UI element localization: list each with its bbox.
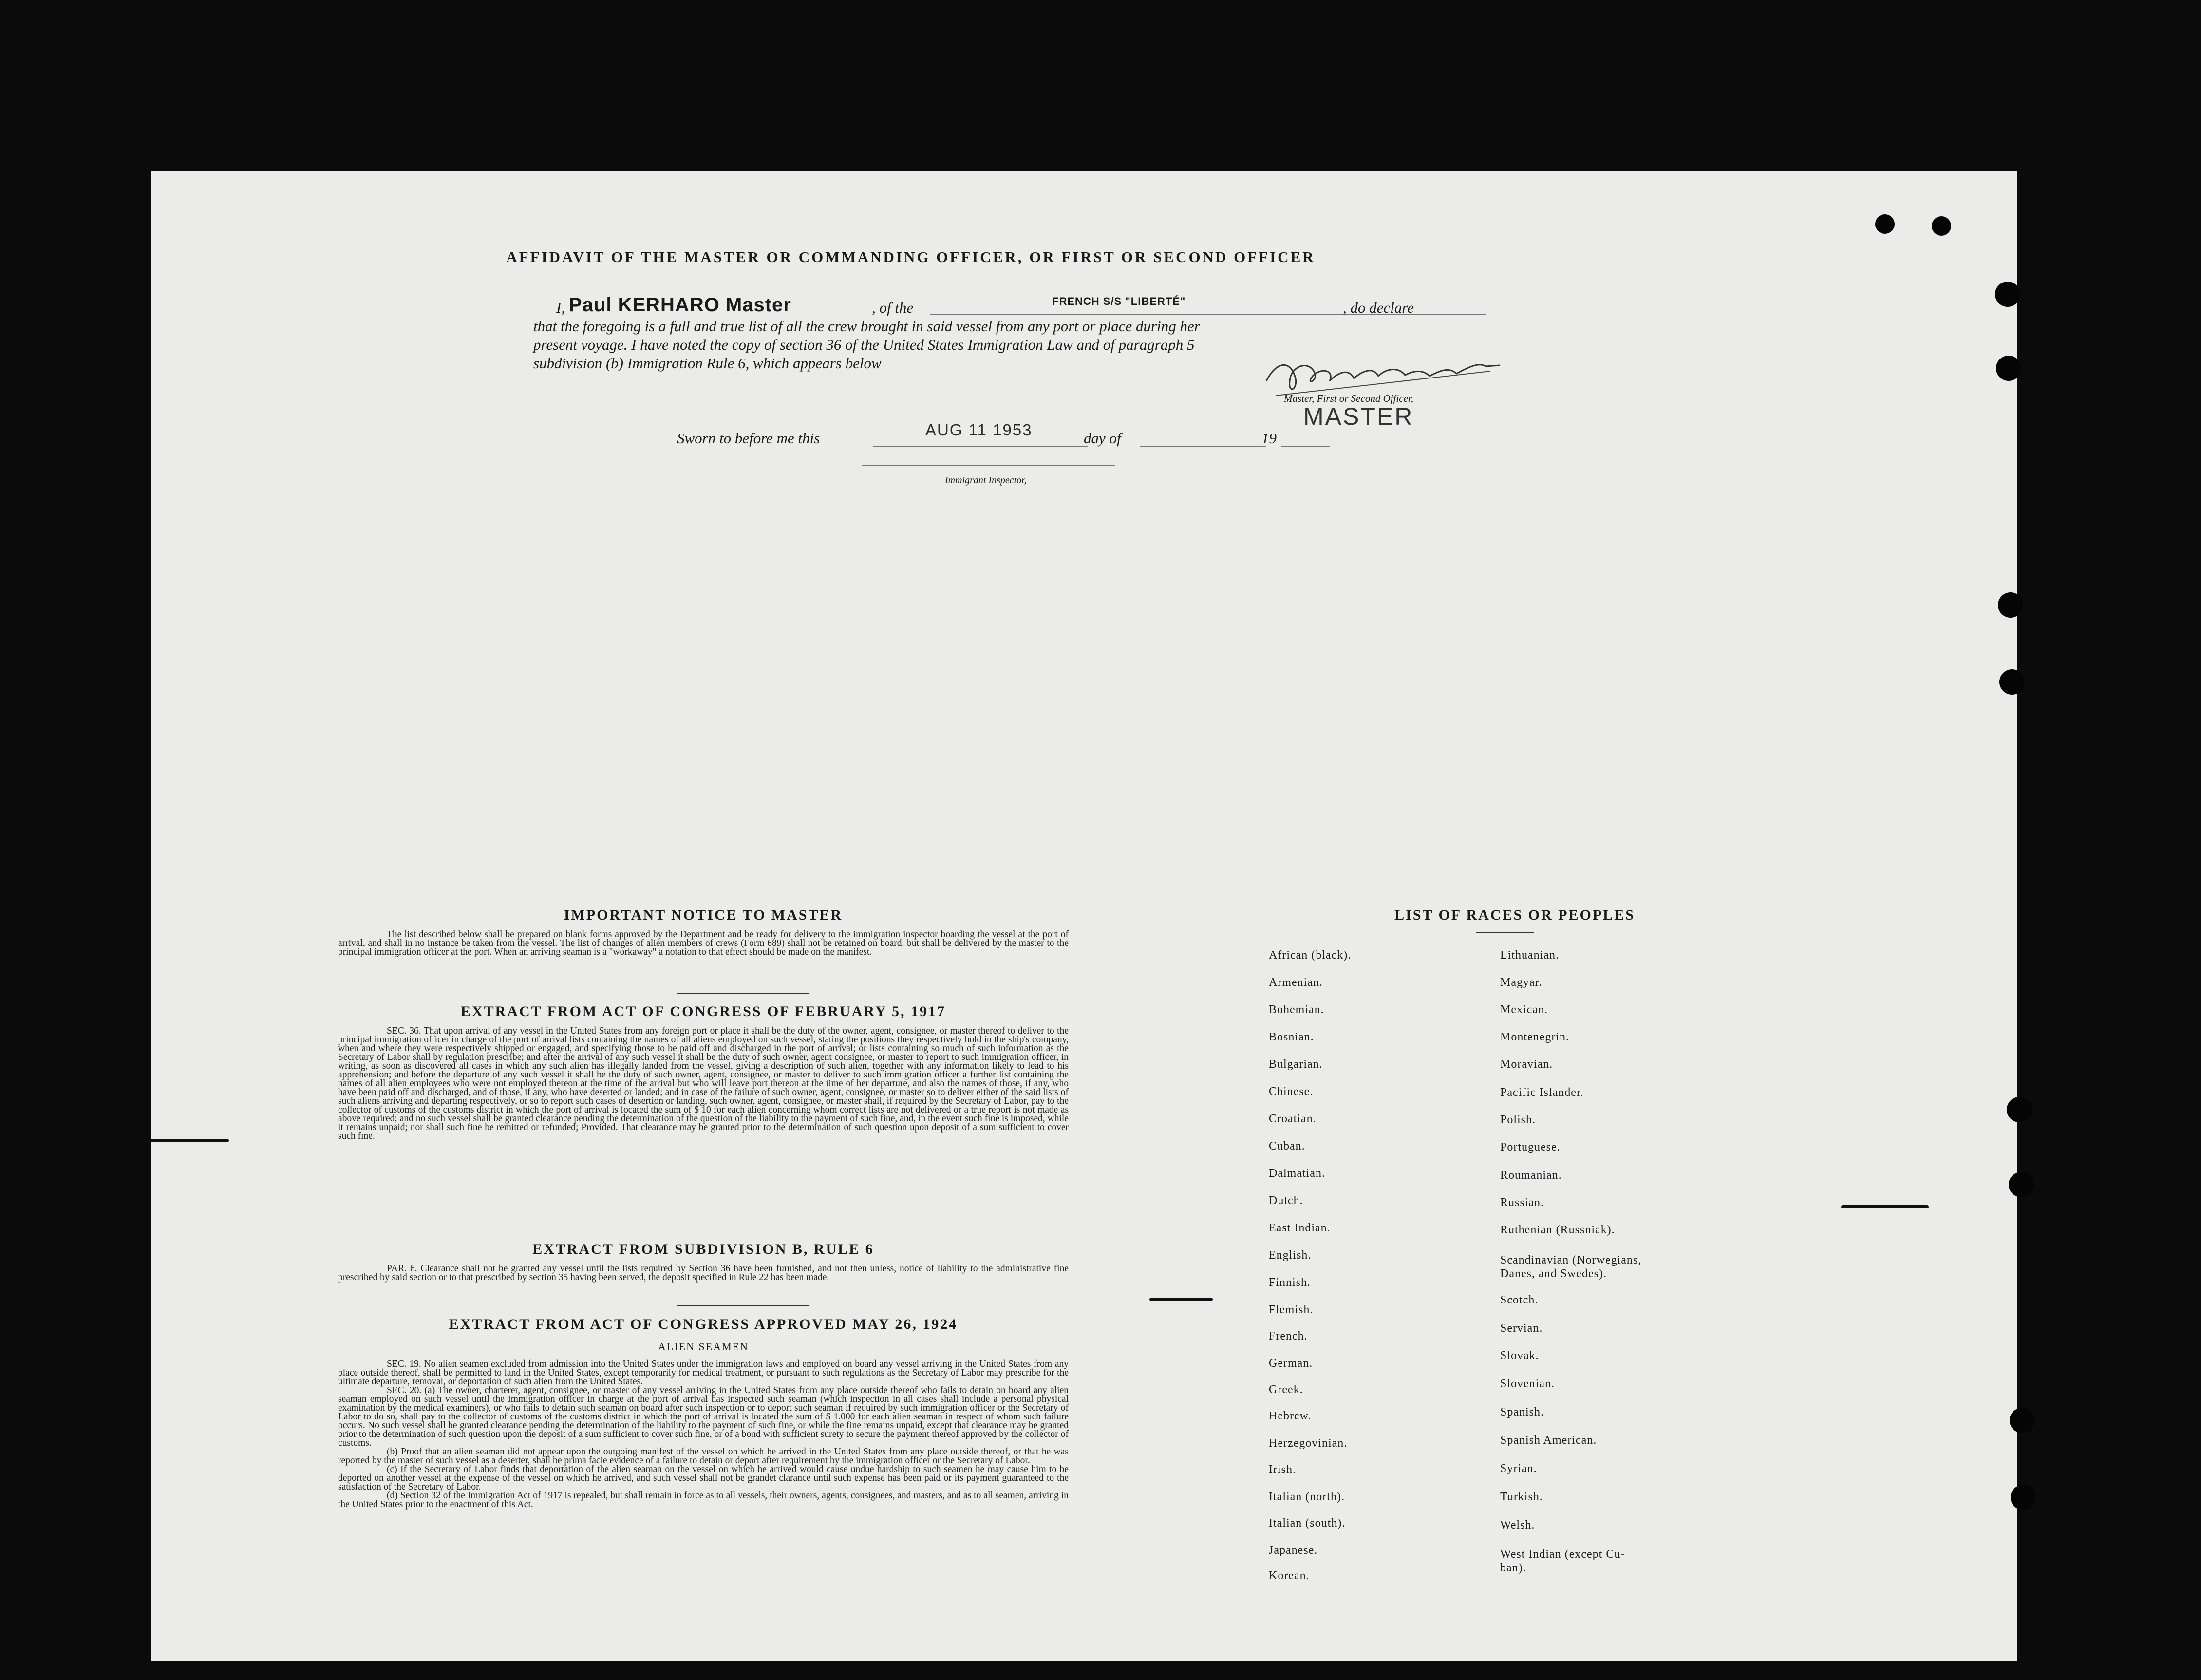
race-item: English.	[1269, 1249, 1312, 1262]
declaration-line-2: present voyage. I have noted the copy of section 36 of the United States Immigration Law and of paragraph 5	[533, 336, 1195, 353]
race-item: Scotch.	[1500, 1294, 1539, 1306]
alien-seamen-subtitle: ALIEN SEAMEN	[658, 1340, 749, 1353]
declaration-prefix: I,	[556, 299, 565, 316]
race-item: Armenian.	[1269, 976, 1323, 989]
extract-1924-paragraph: (b) Proof that an alien seaman did not appear upon the outgoing manifest of the vessel on which he arrived in the United States from any place outside thereof, or that he was reported by the master of such vessel as a deserter, shall be prima facie evidence of a failure to detain or deport after requirement by the immigration officer or the Secretary of Labor.	[338, 1447, 1069, 1466]
race-item: Polish.	[1500, 1114, 1536, 1126]
punch-hole	[1996, 356, 2021, 381]
punch-hole	[1999, 669, 2025, 695]
race-item: Pacific Islander.	[1500, 1086, 1584, 1099]
race-item: Herzegovinian.	[1269, 1437, 1348, 1450]
race-item: Moravian.	[1500, 1058, 1553, 1071]
race-item: Chinese.	[1269, 1085, 1314, 1098]
race-item: Magyar.	[1500, 976, 1543, 989]
race-item: Syrian.	[1500, 1462, 1537, 1475]
scan-mark	[151, 1139, 229, 1142]
extract-1924-title: EXTRACT FROM ACT OF CONGRESS APPROVED MAY 26, 1924	[449, 1316, 958, 1332]
race-item: West Indian (except Cu-	[1500, 1548, 1625, 1561]
vessel-name: FRENCH S/S "LIBERTÉ"	[1052, 295, 1186, 307]
race-item: Welsh.	[1500, 1519, 1535, 1531]
divider	[677, 1305, 809, 1306]
races-title: LIST OF RACES OR PEOPLES	[1394, 907, 1635, 923]
extract-1917-paragraph: SEC. 36. That upon arrival of any vessel in the United States from any foreign port or place it shall be the duty of the owner, agent, consignee, or master thereof to deliver to the principal immigration officer in charge of the port of arrival lists containing the names of all aliens employed on such vessel, stating the positions they respectively hold in the ship's company, when and where they were respectively shipped or engaged, and specifying those to be paid off and discharged in the port of arrival; or lists containing so much of such information as the Secretary of Labor shall by regulation prescribe; and after the arrival of any such vessel it shall be the duty of such owner, agent consignee, or master to report to such immigration officer, in writing, as soon as discovered all cases in which any such alien has illegally landed from the vessel, giving a description of such alien, together with any information likely to lead to his apprehension; and before the departure of any such vessel it shall be the duty of such owner, agent, consignee, or master to deliver to such immigration officer a further list containing the names of all alien employees who were not employed thereon at the time of the arrival but who will leave port thereon at the time of her departure, and also the names of those, if any, who have been paid off and discharged, and of those, if any, who have deserted or landed; and in case of the failure of such owner, agent, consignee, or master so to deliver either of the said lists of such aliens arriving and departing respectively, or so to report such cases of desertion or landing, such owner, agent, consignee, or master shall, if required by the Secretary of Labor, pay to the collector of customs of the customs district in which the port of arrival is located the sum of $ 10 for each alien concerning whom correct lists are not delivered or a true report is not made as above required; and no such vessel shall be granted clearance pending the determination of the question of the liability to the payment of such fine, and, in the event such fine is imposed, while it remains unpaid; nor shall such fine be remitted or refunded; Provided. That clearance may be granted prior to the determination of such question upon deposit of a sum sufficient to cover such fine.	[338, 1026, 1069, 1141]
day-of-label: day of	[1084, 430, 1121, 447]
year-prefix: 19	[1261, 430, 1277, 447]
race-item: Bohemian.	[1269, 1003, 1324, 1016]
race-item: Croatian.	[1269, 1113, 1317, 1125]
race-item: French.	[1269, 1330, 1308, 1342]
year-line	[1281, 446, 1330, 447]
race-item: Cuban.	[1269, 1140, 1305, 1152]
notice-title: IMPORTANT NOTICE TO MASTER	[564, 907, 843, 923]
sworn-label: Sworn to before me this	[677, 430, 820, 447]
race-item: Scandinavian (Norwegians,	[1500, 1254, 1642, 1266]
race-item: Slovenian.	[1500, 1378, 1555, 1390]
race-item: Korean.	[1269, 1569, 1310, 1582]
sworn-date-stamp: AUG 11 1953	[925, 421, 1033, 439]
master-name-typed: Paul KERHARO Master	[569, 294, 791, 316]
race-item: Servian.	[1500, 1322, 1543, 1335]
extract-rule6-text	[338, 1265, 1069, 1282]
race-item: Russian.	[1500, 1196, 1544, 1209]
extract-1924-paragraph: (d) Section 32 of the Immigration Act of 1917 is repealed, but shall remain in force as to all vessels, their owners, agents, consignees, and masters, and as to all seamen, arriving in the United States prior to the enactment of this Act.	[338, 1491, 1069, 1510]
officer-stamp: MASTER	[1303, 403, 1414, 430]
punch-hole	[2007, 1097, 2032, 1122]
race-item: Italian (north).	[1269, 1491, 1345, 1503]
race-item: East Indian.	[1269, 1222, 1331, 1234]
race-item: Hebrew.	[1269, 1410, 1312, 1422]
race-item: Portuguese.	[1500, 1141, 1561, 1153]
inspector-label: Immigrant Inspector,	[945, 475, 1027, 486]
extract-1924-text	[338, 1360, 1069, 1509]
document-page	[151, 171, 2017, 1661]
notice-text	[338, 930, 1069, 957]
race-item: Bulgarian.	[1269, 1058, 1323, 1071]
punch-hole	[2009, 1172, 2034, 1197]
of-the-label: , of the	[872, 299, 914, 316]
punch-hole	[1998, 592, 2023, 618]
scan-mark	[1149, 1298, 1213, 1301]
race-item: African (black).	[1269, 949, 1352, 962]
month-line	[1140, 446, 1266, 447]
extract-1924-paragraph: SEC. 20. (a) The owner, charterer, agent, consignee, or master of any vessel arriving in the United States from any place outside thereof who fails to detain on board any alien seaman employed on such vessel until the immigration officer in charge at the port of arrival has inspected such seaman (which inspection in all cases shall include a personal physical examination by the medical examiners), or who fails to detain such seaman on board after such inspection or to deport such seaman if required by such immigration officer or the Secretary of Labor to do so, shall pay to the collector of customs of the customs district in which the port of arrival is located the sum of $ 1.000 for each alien seaman in respect of whom such failure occurs. No such vessel shall be granted clearance pending the determination of the liability to the payment of such fine, or while the fine remains unpaid, except that clearance may be granted prior to the determination of such question upon the deposit of a sum sufficient to cover such fine, or of a bond with sufficient surety to secure the payment thereof approved by the collector of customs.	[338, 1385, 1069, 1448]
inspector-signature-line	[862, 465, 1115, 466]
officer-label: Master, First or Second Officer,	[1284, 393, 1413, 404]
punch-hole	[1932, 216, 1951, 236]
race-item: Japanese.	[1269, 1544, 1318, 1557]
extract-1917-title: EXTRACT FROM ACT OF CONGRESS OF FEBRUARY 5, 1917	[460, 1003, 946, 1019]
do-declare-label: , do declare	[1343, 299, 1414, 316]
punch-hole	[1875, 214, 1895, 234]
race-item: Turkish.	[1500, 1491, 1543, 1503]
race-item: Irish.	[1269, 1463, 1296, 1476]
race-item: Italian (south).	[1269, 1517, 1346, 1529]
race-item: Danes, and Swedes).	[1500, 1267, 1607, 1280]
declaration-line-1: that the foregoing is a full and true list of all the crew brought in said vessel from any port or place during her	[533, 318, 1200, 335]
race-item: Lithuanian.	[1500, 949, 1559, 962]
extract-1924-paragraph: SEC. 19. No alien seamen excluded from admission into the United States under the immigration laws and employed on board any vessel arriving in the United States from any place outside thereof, shall be permitted to land in the United States, except temporarily for medical treatment, or pursuant to such regulations as the Secretary of Labor may prescribe for the ultimate departure, removal, or deportation of such alien from the United States.	[338, 1359, 1069, 1387]
race-item: Ruthenian (Russniak).	[1500, 1224, 1615, 1236]
declaration-line-3: subdivision (b) Immigration Rule 6, which appears below	[533, 355, 882, 372]
sworn-date-line	[873, 446, 1088, 447]
race-item: Dalmatian.	[1269, 1167, 1325, 1180]
punch-hole	[2010, 1408, 2035, 1433]
extract-1917-text	[338, 1027, 1069, 1141]
notice-paragraph: The list described below shall be prepared on blank forms approved by the Department and be ready for delivery to the immigration inspector boarding the vessel at the port of arrival, and shall in no instance be taken from the vessel. The list of changes of alien members of crews (Form 689) shall not be retained on board, but shall be delivered by the master to the principal immigration officer at the port. When an arriving seaman is a "workaway" a notation to that effect should be made on the manifest.	[338, 929, 1069, 957]
race-item: ban).	[1500, 1562, 1526, 1574]
punch-hole	[1995, 282, 2020, 307]
extract-rule6-title: EXTRACT FROM SUBDIVISION B, RULE 6	[532, 1241, 874, 1257]
race-item: Slovak.	[1500, 1349, 1539, 1362]
extract-1924-paragraph: (c) If the Secretary of Labor finds that deportation of the alien seaman on the vessel on which he arrived would cause undue hardship to such seamen he may cause him to be deported on another vessel at the expense of the vessel on which he arrived, and such vessel shall not be grandet clarance until such expense has been paid or its payment guaranteed to the satisfaction of the Secretary of Labor.	[338, 1464, 1069, 1492]
race-item: Spanish American.	[1500, 1434, 1597, 1447]
extract-rule6-paragraph: PAR. 6. Clearance shall not be granted any vessel until the lists required by Section 36 have been furnished, and not then unless, notice of liability to the administrative fine prescribed by said section or to that prescribed by section 35 having been served, the deposit specified in Rule 22 has been made.	[338, 1264, 1069, 1283]
race-item: Flemish.	[1269, 1303, 1314, 1316]
race-item: Mexican.	[1500, 1003, 1548, 1016]
punch-hole	[2011, 1485, 2036, 1510]
race-item: Greek.	[1269, 1383, 1303, 1396]
race-item: Spanish.	[1500, 1406, 1544, 1418]
scan-mark	[1841, 1205, 1929, 1208]
race-item: Dutch.	[1269, 1194, 1303, 1207]
affidavit-title: AFFIDAVIT OF THE MASTER OR COMMANDING OFFICER, OR FIRST OR SECOND OFFICER	[506, 248, 1316, 265]
race-item: Bosnian.	[1269, 1031, 1314, 1043]
race-item: Finnish.	[1269, 1276, 1311, 1289]
divider	[1476, 932, 1534, 933]
race-item: German.	[1269, 1357, 1313, 1370]
race-item: Roumanian.	[1500, 1169, 1562, 1182]
race-item: Montenegrin.	[1500, 1031, 1569, 1043]
divider	[677, 993, 809, 994]
